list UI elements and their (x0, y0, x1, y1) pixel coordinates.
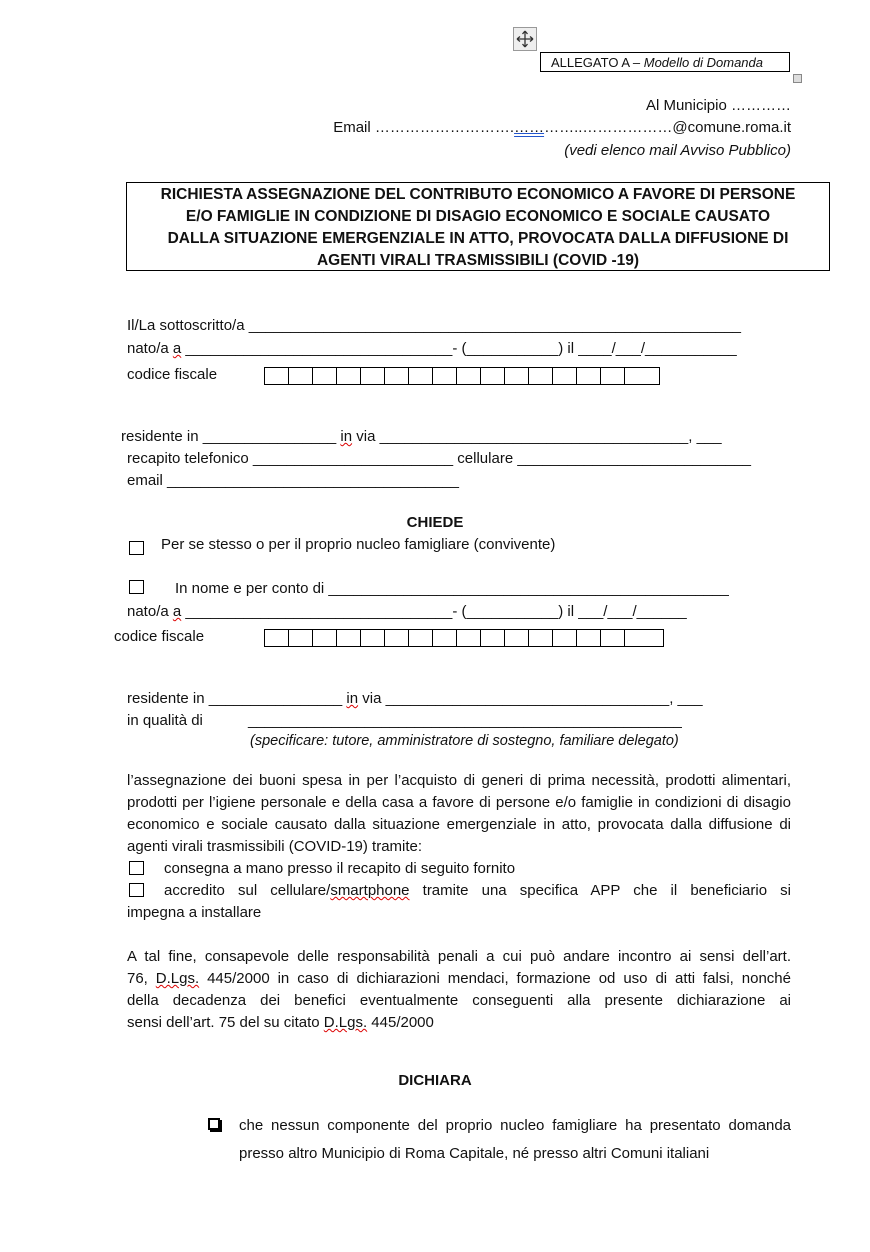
move-handle-icon[interactable] (513, 27, 537, 51)
checkbox-per-conto[interactable] (129, 580, 144, 594)
accredito-post: tramite una specifica APP che il beneficiario si (409, 882, 791, 899)
nato2-a: a (172, 603, 182, 620)
title-line-2: E/O FAMIGLIE IN CONDIZIONE DI DISAGIO ECONOMICO E SOCIALE CAUSATO (185, 208, 771, 225)
resize-handle-icon[interactable] (793, 74, 802, 83)
option-se-stesso: Per se stesso o per il proprio nucleo famigliare (convivente) (161, 536, 556, 553)
nato2-field[interactable] (127, 603, 687, 620)
qualita-label: in qualità di (127, 712, 203, 729)
municipio-line: Al Municipio ………… (645, 97, 791, 114)
cf2-label: codice fiscale (114, 628, 205, 645)
nato-field[interactable] (127, 340, 737, 357)
fine-p4-pre: sensi dell’art. 75 del su citato (127, 1014, 324, 1031)
option-consegna: consegna a mano presso il recapito di seguito fornito (164, 860, 516, 877)
title-line-4: AGENTI VIRALI TRASMISSIBILI (COVID -19) (316, 252, 640, 269)
email-note: (vedi elenco mail Avviso Pubblico) (564, 142, 791, 159)
res2-label: residente in ________________ (127, 690, 347, 707)
title-box (126, 182, 830, 271)
nato-label: nato/a (127, 340, 173, 357)
dichiara-heading: DICHIARA (398, 1072, 472, 1089)
res-label: residente in ________________ (121, 428, 341, 445)
allegato-prefix: ALLEGATO A – (551, 55, 644, 70)
dichiara-checkbox[interactable] (208, 1118, 220, 1130)
checkbox-consegna[interactable] (129, 861, 144, 875)
sottoscritto-field[interactable]: Il/La sottoscritto/a ___________________________________________________________ (127, 317, 741, 334)
allegato-box (540, 52, 790, 72)
residente2-field[interactable] (127, 690, 703, 707)
fine-line-2 (127, 968, 791, 990)
email-line (333, 119, 791, 136)
res2-in: in (346, 690, 359, 707)
title-line-1: RICHIESTA ASSEGNAZIONE DEL CONTRIBUTO ECONOMICO A FAVORE DI PERSONE (160, 186, 796, 203)
option-accredito (164, 882, 791, 899)
fine-line-4 (127, 1012, 791, 1034)
accredito-pre: accredito sul cellulare/ (164, 882, 331, 899)
fine-p4-post: 445/2000 (367, 1014, 434, 1031)
nato2-label: nato/a (127, 603, 173, 620)
fine-line-1: A tal fine, consapevole delle responsabilità penali a cui può andare incontro ai sensi dell’art. (127, 948, 791, 965)
res2-rest: via __________________________________, ___ (358, 690, 703, 707)
chiede-heading: CHIEDE (406, 514, 464, 531)
accredito-smartphone: smartphone (330, 882, 410, 899)
fine-p2-post: 445/2000 in caso di dichiarazioni mendaci, formazione od uso di atti falsi, nonché (199, 970, 791, 987)
email-dots: …… (514, 119, 545, 136)
residente-field[interactable] (121, 428, 722, 445)
fine-line-3: della decadenza dei benefici eventualmente conseguenti alla presente dichiarazione ai (127, 992, 791, 1009)
fine-p2-pre: 76, (127, 970, 156, 987)
email-field[interactable]: email ___________________________________ (127, 472, 459, 489)
res-in: in (340, 428, 353, 445)
email-left: Email ………………………. (333, 119, 515, 136)
qualita-note: (specificare: tutore, amministratore di sostegno, familiare delegato) (250, 733, 679, 749)
cf-label: codice fiscale (127, 366, 218, 383)
res-rest: via _____________________________________, ___ (352, 428, 722, 445)
title-line-3: DALLA SITUAZIONE EMERGENZIALE IN ATTO, PROVOCATA DALLA DIFFUSIONE DI (167, 230, 789, 247)
checkbox-accredito[interactable] (129, 883, 144, 897)
nato-a: a (172, 340, 182, 357)
fine-dlgs-2: D.Lgs. (323, 1014, 368, 1031)
nato2-rest: ________________________________- (___________) il ___/___/______ (181, 603, 687, 620)
option-per-conto[interactable]: In nome e per conto di ________________________________________________ (175, 580, 729, 597)
cf-grid[interactable] (264, 367, 660, 385)
allegato-italic: Modello di Domanda (643, 55, 763, 70)
dichiara-item-1: che nessun componente del proprio nucleo famigliare ha presentato domanda presso altro Municipio di Roma Capitale, né presso altri Comuni italiani (239, 1117, 791, 1162)
nato-rest: ________________________________- (___________) il ____/___/___________ (181, 340, 737, 357)
assegnazione-text: l’assegnazione dei buoni spesa in per l’acquisto di generi di prima necessità, prodotti alimentari, prodotti per l’igiene personale e della casa a favore di persone e/o famiglie in condizioni di disagio economico e sociale causato dalla situazione emergenziale in atto, provocata dalla diffusione di agenti virali trasmissibili (COVID-19) tramite: (127, 772, 791, 855)
email-right: ……..………………@comune.roma.it (544, 119, 791, 136)
qualita-field[interactable]: ____________________________________________________ (248, 712, 682, 729)
checkbox-se-stesso[interactable] (129, 541, 144, 555)
cf2-grid[interactable] (264, 629, 664, 647)
fine-dlgs-1: D.Lgs. (155, 970, 200, 987)
accredito-cont: impegna a installare (127, 904, 262, 921)
telefono-field[interactable]: recapito telefonico ________________________ cellulare ____________________________ (127, 450, 751, 467)
